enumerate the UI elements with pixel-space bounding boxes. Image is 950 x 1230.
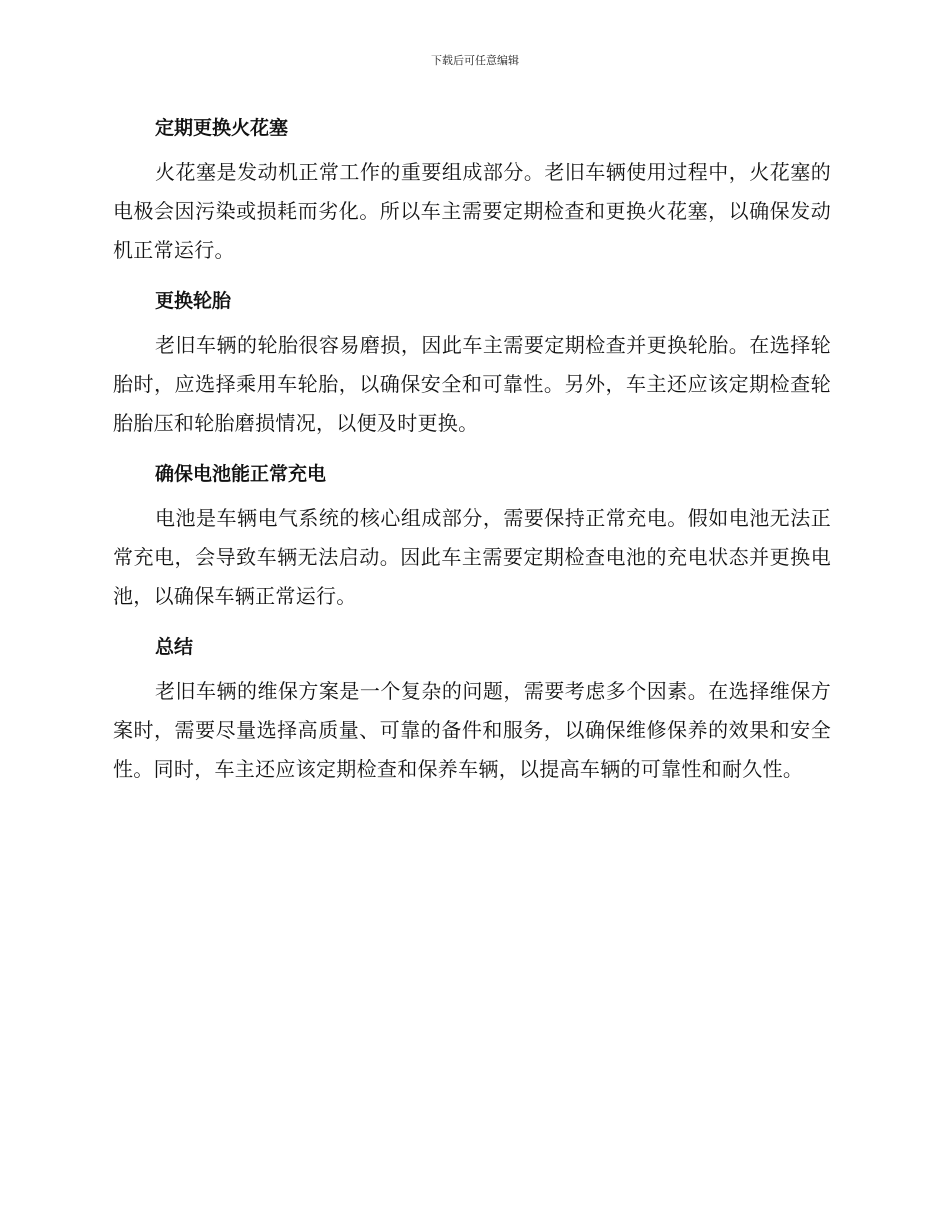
- section-heading-summary: 总结: [155, 636, 194, 658]
- section-heading-spark-plug: 定期更换火花塞: [155, 117, 289, 139]
- section-heading-battery: 确保电池能正常充电: [155, 463, 327, 485]
- section-body-tires: 老旧车辆的轮胎很容易磨损，因此车主需要定期检查并更换轮胎。在选择轮胎时，应选择乘用车轮胎，以确保安全和可靠性。另外，车主还应该定期检查轮胎胎压和轮胎磨损情况，以便及时更换。: [113, 333, 831, 435]
- document-body: [113, 108, 831, 800]
- page-header: 下载后可任意编辑: [431, 54, 519, 67]
- section-body-summary: 老旧车辆的维保方案是一个复杂的问题，需要考虑多个因素。在选择维保方案时，需要尽量选择高质量、可靠的备件和服务，以确保维修保养的效果和安全性。同时，车主还应该定期检查和保养车辆，以提高车辆的可靠性和耐久性。: [113, 679, 831, 781]
- section-body-battery: 电池是车辆电气系统的核心组成部分，需要保持正常充电。假如电池无法正常充电，会导致车辆无法启动。因此车主需要定期检查电池的充电状态并更换电池，以确保车辆正常运行。: [113, 506, 831, 608]
- section-heading-tires: 更换轮胎: [155, 290, 232, 312]
- section-body-spark-plug: 火花塞是发动机正常工作的重要组成部分。老旧车辆使用过程中，火花塞的电极会因污染或损耗而劣化。所以车主需要定期检查和更换火花塞，以确保发动机正常运行。: [113, 160, 831, 262]
